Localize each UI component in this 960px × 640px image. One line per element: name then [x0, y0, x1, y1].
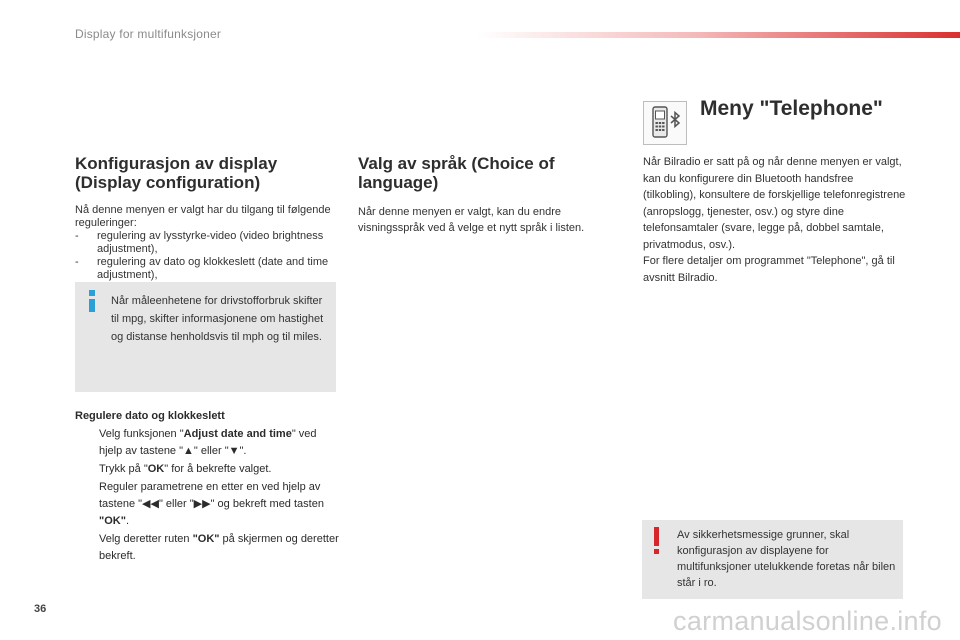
display-config-intro: Nå denne menyen er valgt har du tilgang til følgende reguleringer: [75, 204, 331, 229]
checkbox-bullet-icon [75, 461, 99, 478]
step-text: Trykk på " [99, 463, 148, 475]
checkbox-bullet-icon [75, 479, 99, 530]
step-text: på skjermen og deretter bekreft. [99, 533, 339, 562]
instruction-step [75, 426, 340, 460]
telephone-text: Når Bilradio er satt på og når denne menyen er valgt, kan du konfigurere din Bluetooth handsfree (tilkobling), konsultere de forskjellige telefonregistrene (anropslogg, tjenester, osv.) og styre dine telefonsamtaler (svare, legge på, dobbel samtale, privatmodus, osv.). [643, 156, 906, 251]
info-box-text: Når måleenhetene for drivstofforbruk skifter til mpg, skifter informasjonene om hastighet og distanse henholdsvis til mph og til miles. [111, 295, 324, 343]
step-text: " ved hjelp av tastene "▲" eller "▼". [99, 428, 317, 457]
warning-box-text: Av sikkerhetsmessige grunner, skal konfigurasjon av displayene for multifunksjoner utelukkende foretas når bilen står i ro. [677, 529, 896, 589]
info-box [75, 282, 336, 392]
instruction-step [75, 531, 340, 565]
telephone-section [643, 154, 908, 286]
display-config-section [75, 154, 340, 295]
list-item-text: regulering av lysstyrke-video (video brightness adjustment), [97, 230, 324, 255]
checkbox-bullet-icon [75, 531, 99, 565]
step-text: . [125, 515, 129, 527]
phone-bluetooth-icon [643, 101, 687, 145]
step-text: Velg funksjonen " [99, 428, 184, 440]
list-item-text: regulering av dato og klokkeslett (date and time adjustment), [97, 256, 329, 281]
display-config-heading: Konfigurasjon av display (Display configuration) [75, 154, 278, 192]
step-text: Velg deretter ruten [99, 533, 193, 545]
page-header-title: Display for multifunksjoner [75, 27, 222, 41]
header-accent-bar [478, 32, 960, 38]
step-bold-text: "OK" [192, 533, 220, 545]
info-icon [85, 290, 101, 312]
watermark: carmanualsonline.info [673, 606, 942, 636]
step-bold-text: OK [147, 463, 165, 475]
step-bold-text: Adjust date and time [183, 428, 292, 440]
warning-box [642, 520, 903, 599]
date-time-section [75, 410, 340, 566]
list-item [75, 230, 340, 256]
bullet-marker: - [75, 230, 79, 242]
page-number: 36 [34, 603, 47, 615]
instruction-step [75, 479, 340, 530]
checkbox-bullet-icon [75, 426, 99, 460]
step-text: " for å bekrefte valget. [164, 463, 272, 475]
bullet-marker: - [75, 256, 79, 268]
list-item [75, 256, 340, 282]
step-text: Reguler parametrene en etter en ved hjelp av tastene "◀◀" eller "▶▶" og bekreft med tasten [99, 481, 324, 510]
language-heading: Valg av språk (Choice of language) [358, 154, 555, 192]
telephone-text-more: For flere detaljer om programmet "Telephone", gå til avsnitt Bilradio. [643, 255, 895, 284]
date-time-heading: Regulere dato og klokkeslett [75, 410, 225, 422]
instruction-step [75, 461, 340, 478]
language-section [358, 154, 623, 236]
telephone-heading: Meny "Telephone" [700, 97, 883, 120]
language-text: Når denne menyen er valgt, kan du endre visningsspråk ved å velge et nytt språk i listen. [358, 206, 585, 234]
warning-icon [654, 527, 660, 555]
step-bold-text: "OK" [99, 515, 126, 527]
